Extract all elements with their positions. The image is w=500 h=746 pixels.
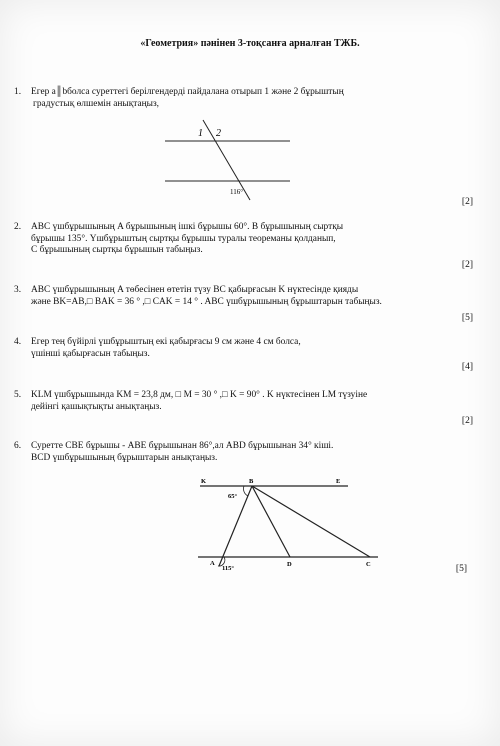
point-C-label: C: [366, 561, 371, 568]
page-title: «Геометрия» пәнінен 3-тоқсанға арналған ТЖБ.: [140, 38, 360, 49]
question-number: 4.: [14, 337, 22, 347]
question-number: 5.: [14, 390, 22, 400]
point-B-label: B: [249, 478, 254, 485]
point-K-label: K: [201, 478, 207, 485]
segment-BC: [252, 486, 370, 557]
points-badge: [5]: [461, 313, 473, 323]
angle-116-label: 116°: [230, 188, 244, 196]
question-number: 1.: [14, 87, 22, 97]
question-number: 2.: [14, 222, 22, 232]
question-text-line: Суретте CBE бұрышы - ABE бұрышынан 86°,ал ABD бұрышынан 34° кіші.: [31, 441, 334, 451]
question-text-line: және BK=AB,□ BAK = 36 ° ,□ CAK = 14 ° . ABC үшбұрышының бұрыштарын табыңыз.: [31, 296, 382, 307]
point-A-label: A: [210, 560, 215, 567]
question-text-line: ABC үшбұрышының A бұрышының ішкі бұрышы 60°. B бұрышының сыртқы: [31, 222, 344, 232]
question-text-line: Егер тең бүйірлі үшбұрыштың екі қабырғасы 9 см және 4 см болса,: [31, 337, 301, 347]
points-badge: [2]: [461, 197, 473, 207]
question-text-line: C бұрышының сыртқы бұрышын табыңыз.: [31, 245, 203, 255]
question-text-line: үшінші қабырғасын табыңыз.: [31, 348, 150, 359]
question-text-line: BCD үшбұрышының бұрыштарын анықтаңыз.: [31, 452, 218, 463]
question-text-line: ABC үшбұрышының A төбесінен өтетін түзу BC қабырғасын K нүктесінде қияды: [31, 285, 359, 295]
question-text-line: Егер a║bболса суреттегі берілгендерді пайдалана отырып 1 және 2 бұрыштың: [31, 87, 344, 97]
question-number: 3.: [14, 285, 22, 295]
points-badge: [2]: [461, 260, 473, 270]
angle-65-label: 65°: [228, 493, 238, 500]
question-text-line: бұрышы 135°. Үшбұрыштың сыртқы бұрышы туралы теореманы қолданып,: [31, 233, 336, 244]
point-E-label: E: [336, 478, 341, 485]
question-text-line: дейінгі қашықтықты анықтаңыз.: [31, 401, 162, 412]
angle-2-label: 2: [216, 128, 221, 139]
question-text-line: градустық өлшемін анықтаңыз,: [33, 98, 160, 109]
angle-B-arc: [243, 486, 248, 496]
point-D-label: D: [287, 561, 292, 568]
points-badge: [4]: [461, 362, 473, 372]
angle-115-label: 115°: [222, 565, 234, 572]
points-badge: [5]: [455, 564, 467, 574]
question-text-line: KLM үшбұрышында KM = 23,8 дм, □ M = 30 ° ,□ K = 90° . K нүктесінен LM түзуіне: [31, 390, 368, 400]
points-badge: [2]: [461, 416, 473, 426]
angle-1-label: 1: [198, 128, 203, 139]
question-number: 6.: [14, 441, 22, 451]
segment-BD: [252, 486, 290, 557]
